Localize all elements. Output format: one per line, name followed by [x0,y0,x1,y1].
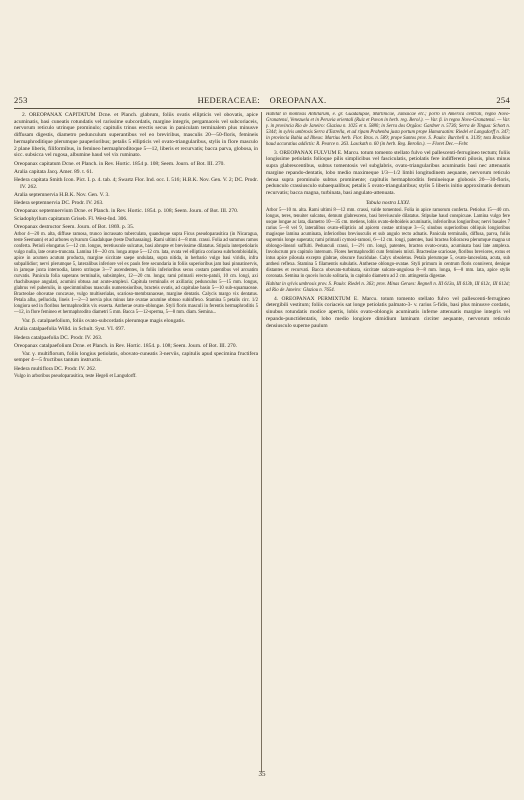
page-header [14,95,510,109]
text-paragraph: Aralia septemnervia H.B.K. Nov. Gen. V. 3. [14,191,110,198]
text-paragraph: Oreopanax destructor Seem. Journ. of Bot. 1869. p. 35. [14,224,135,231]
text-paragraph: Arbor 4—20 m. alta, diffuse ramosa, trunco incrassato tuberculato, quandoque supra Ficus pseudoparasitica (in Nicaragua, teste Seemann) et ad arbores sylvarum Guadalupae (teste Duchassaing). Rami ultimi 4—8 mm. crassi. Folia ad summos ramos conferta. Petioli elongatus 5—12 cm. longus, teretiuscule sulcatus, basi abrupte et brevissime dilatatus. Stipula interpetiolaris vulgo nulla, late ovato-truncata. Lamina 10—20 cm. longa atque 5—12 cm. lata, ovata vel elliptica coriacea subrhombloidalis, apice in acumen acutum producta, margine siccitate saepe undulata, supra nitida, in herbario vulgo basi viridis, infra subpallidior; nervi plerumque 5, lateralibus inferiore vel ex pauls fere secundaria in foliis superioribus jam basi pinnatinervis, in jamque juxta internodia, latero utrinque 3—7 ascendentes, in foliis inferioribus secus costam patentibus vel arcuatim curvatis. Panicula folia superans terminalis, subsimplex, 12—20 cm. longa; rami primarii erecto-patuli, 10 cm. longi, axi rhachibusque angulati, acumini obtusa aut acute-amplexi. Capitula terminalis et axillaria; pedunculus 5—15 mm. longus, glabrus vel puberulis, in specimminibus masculis numerosioribus, bracteis ovatis, ad capitulae basin 5—10 sub-squamaceae. Bracteolae obovatae concavae, vulgo multiserialas, scarioso-membranaceae, margine dentatis. Calycis margo vix dentatus. Petala alba, pellucida, lineis 1—2—3 nervia plus minus late ovatae acumine obtuso subinflexo. Stamina 5 petalis circ. 1/2 longiora sed in floribus hermaphroditis vix exserta. Antherae ovato-oblongae. Styli floris masculi in ferentis hermaphroditis 5—12, in flore femineo et hermaphrodito diametri 5 mm. Bacca 5—12-sperma, 5—8 mm. diam. Semina... [14,232,258,315]
running-title-left: HEDERACEAE: [197,95,260,105]
footer-page-number: 35 [258,770,266,778]
running-title [14,95,510,105]
text-paragraph: Hedera capitata Smith Icon. Pict. I. p. 4. tab. 4; Swartz Flor. Ind. occ. I. 516; H.B.K. Nov. Gen. V. 2; DC. Prodr. IV. 262. [14,177,258,190]
running-title-right: OREOPANAX. [269,95,327,105]
text-paragraph: Hedera catalpaefolia DC. Prodr. IV. 263. [14,334,103,341]
text-paragraph: 3. OREOPANAX FULVUM E. Marcu. totum tomento stellato fulvo vel pallescenti-ferrugineo tectum; foliis longissime petiolatis folioque pilis simplicibus vel fasciculatis, petiolatis fere indifferenti pilosis, plus minus supra glabrescentibus, subtus tomentosis vel subglabris, ovato-triangularibus acuminatis basi nec attenuatis margine repando-dentatis, lobo medio maximeque 1/3—1/2 limbi longitudinem aequante, nervorum reticulo densa supra prominulo subtus prominente; capitulis hermaphroditis femineisque globosis 20—30-floris, pedunculo crassiusculo subaequalibus; petalis 5 ovato-triangularibus; stylis 5 liberis initio approximatis demum recurvatis; bacca magna, turbinata, basi angulato-attenuata. [266,149,510,196]
page-footer [0,770,524,778]
text-paragraph: Oreopanax catalpaefolium Dcne. et Planch. in Rev. Hortic. 1854. p. 108; Seem. Journ. of Bot. III. 270. [14,342,237,349]
text-paragraph: Aralia capitata Jacq. Amer. 89. t. 61. [14,169,94,176]
text-paragraph: Habitat in sylvis umbrosis prov. S. Paulo: Riedel n. 363; prov. Minas Geraes: Regnell n. III 613a, III 613b, III 612c, III 612d; ad Rio de Janeiro: Glaziou n. 7654. [266,281,510,293]
text-paragraph: Oreopanax capitatum Dcne. et Planch. in Rev. Hortic. 1854 p. 108; Seem. Journ. of Bot. III. 270. [14,160,225,167]
right-text-column [266,112,510,748]
header-rule [14,108,510,109]
page-number-left: 253 [14,95,28,105]
text-paragraph: 4. OREOPANAX PERMIXTUM E. Marcu. totum tomento stellato fulvo vel pallescenti-ferrugineo detergibili vestitum; foliis coriaceis sat longe petiolatis palmato-3- v. rarius 5-fidis, basi plus minusve cordatis, sinubus rotundatis modice apertis, lobis ovato-oblongis acuminatis inferne attenuatis margine integris vel repando-punctidentatis, lobo medio longiore dimidium laminam circiter aequante, nervorum reticulo densiusculo superne paulum [266,295,510,329]
text-paragraph: Sciadophyllum capitatum Griseb. Fl. West-Ind. 306. [14,216,128,223]
text-paragraph: Var. γ. multiflorum, foliis longius petiolatis, obovato-cuneatis 3-nerviis, capitulis apud specimina fructifera semper 4—5 fructibus tantum instructis. [14,350,258,364]
text-paragraph: Vulgo in arboribus pseudoparasitica, teste Hegeli et Langsdorff. [14,374,137,380]
text-paragraph: Oreopanax septemnervium Dcne. et Planch. in Rev. Hortic. 1854. p. 108; Seem. Journ. of Bot. III. 270. [14,208,239,215]
text-paragraph: Var. β. catalpaefolium, foliis ovato-subcordatis plerumque magis elongatis. [22,317,185,324]
text-paragraph: Tabula nostra LXXI. [365,199,411,206]
column-divider [261,112,262,772]
page-number-right: 254 [496,95,510,105]
text-paragraph: Habitat in montosis Antillarum, e. gr. Guadalupae, Martinicae, Jamaicae etc.; porro in America centrali, regno Novo-Granatensi, Venezuela et in Peruvia orientali (Ruiz et Pavon in herb. reg. Berol.). — Var. β. in regno Novo-Granatensi. — Var. γ. in provincia Rio de Janeiro: Glaziou n. 1025 et n. 5880; in Serra dos Orgãos: Gardner n. 5736; Serra de Tingua: Schott n. 5344; in sylvis umbrosis Serra d'Estrella, et ad ripam Prahenba justa portum prope Hamaraatim: Riedel et Langsdorff n. 347; in provincia Bahia ad Ilheus: Martius herb. Flor. Bras. n. 589; prope Santos prov. S. Paulo: Burchell n. 3139; tota Brasiliae haud accuratius addictis: R. Pearce n. 263. Lasckath n. 60 (in herb. Reg. Berolin.). — Floret Dec.—Febr. [266,112,510,147]
text-paragraph: Arbor 5—10 m. alta. Rami ultimi 8—12 mm. crassi, valde tomentosi. Folia in apice ramorum conferta. Petiolus 15—40 cm. longus, teres, tenuiter sulcatus, demum glabrescens, basi breviusculе dilatatus. Stipulae haud conspicuae. Lamina vulgo fere usque longae ac lata, diametro 10—35 cm. metiens, lobis ovato-deltoideis acuminatis, inferioribus longioribus; nervi basales 7 rarius 5—8 vel 9, lateralibus ovato-ellipticis ad apicem costae utrinque 3—5; sinubus superioribus obliquis longioribus magisque lamina acuminata, inferioribus breviusculis et sub angulo recto adnatis. Panicula terminalis, diffusa, parva, foliis supremis longe superata; rami primarii cymosi-ramosi, 6—12 cm. longi, patentes, basi bractea folioracea plerumque magna ut oblongo-lineari suffulti. Pedunculi crassi, 1—2½ cm. longi, patentes, bractea ovato-ovata, acuminata basi late amplexa. Involucrum pro capitulo internum. Flores hermaphroditi cum femineis mixti. Bracteolae scariosae, floribus breviores, extus et intus apice pilosula excepto glabrae, obscure fuscidulae. Calyx obsoletus. Petala plerumque 5, ovato-lanceolata, acuta, sub anthesi reflexa. Stamina 5 filamentis subulatis. Antherae oblongo-ovatae. Styli primum in centrum floris connivent, denique distantes et recurvati. Bacca obovato-turbinata, siccitate sulcato-angulosa 8—8 mm. longa, 6—8 mm. lata, apice stylis coronata. Semina in quovis loculo solitaria, in capitulo diametro ad 2 cm. attingentia digestae. [266,208,510,279]
text-paragraph: Hedera multiflora DC. Prodr. IV. 262. [14,366,97,373]
text-paragraph: Aralia catalpaefolia Willd. in Schult. Syst. VI. 697. [14,326,126,333]
text-paragraph: 2. OREOPANAX CAPITATUM Dcne. et Planch. glabrum, foliis ovatis ellipticis vel obovatis, apice acuminatis, basi cuneatis rotundatis vel rarissime subcordatis, margine integris, pergamaceis vel subcoriaceis, nervorum reticulo utrinque prominulo; capitulis trinus erectis secus in paniculam terminalem plus minusve diffusam digestis, diametro pedunculum superantibus vel eo breviribus, masculis 20—50-floris, femineis hermaphroditique plerumque pauperioribus; petalis 5 ellipticis vel ovato-triangularibus, stylis in flore masculo 2 plane liberis, filiformibus, in femineo hermaphroditoque 5—12, liberis et recurvatis; bacca parva, globosa, in sicc. subsicca vel rugosa, albumine haud vel vix ruminato. [14,112,258,159]
left-text-column [14,112,258,748]
text-paragraph: Hedera septemnervia DC. Prodr. IV. 263. [14,200,104,206]
